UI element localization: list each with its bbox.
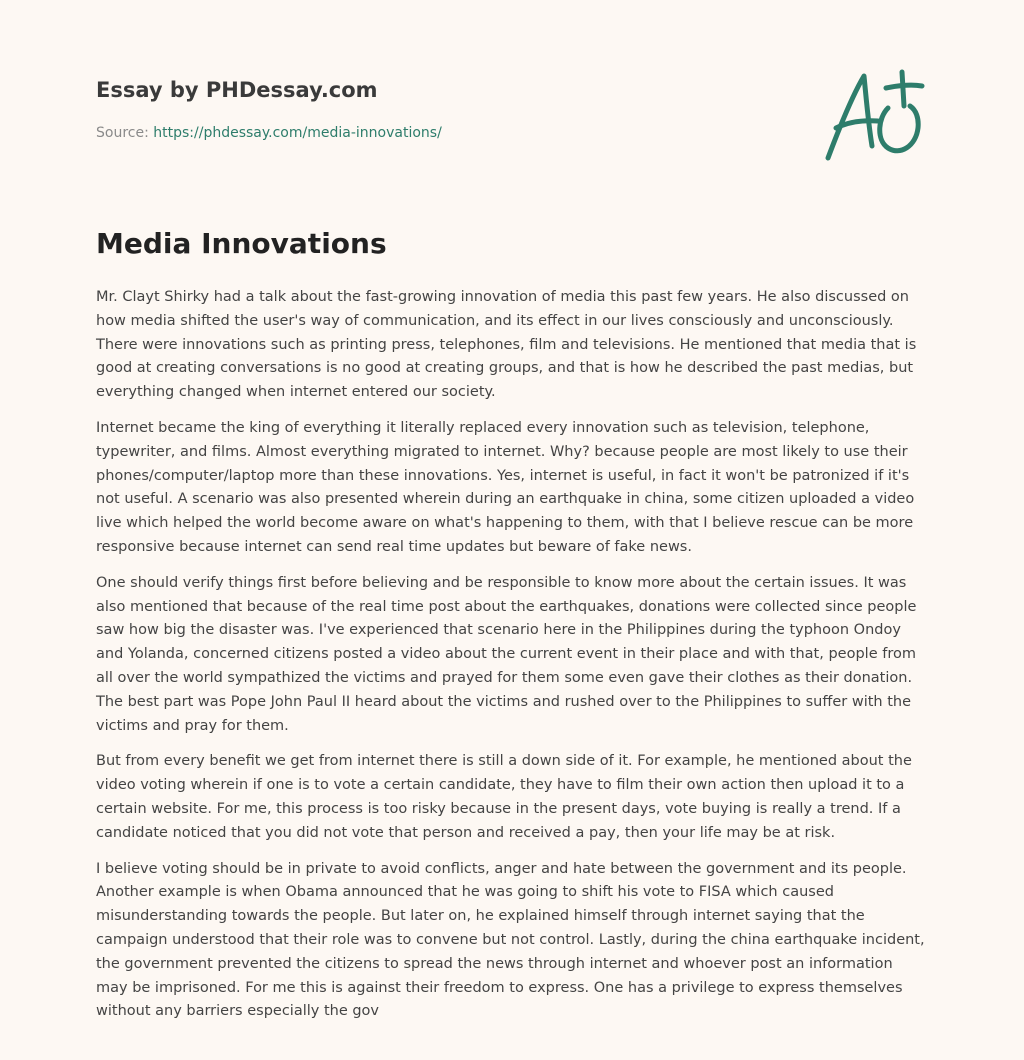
- source-line: [96, 123, 442, 143]
- essay-body: [96, 286, 928, 1036]
- essay-paragraph: One should verify things first before believing and be responsible to know more about the certain issues. It was also mentioned that because of the real time post about the earthquakes, donations were collected since people saw how big the disaster was. I've experienced that scenario here in the Philippines during the typhoon Ondoy and Yolanda, concerned citizens posted a video about the current event in their place and with that, people from all over the world sympathized the victims and prayed for them some even gave their clothes as their donation. The best part was Pope John Paul II heard about the victims and rushed over to the Philippines to suffer with the victims and pray for them.: [96, 574, 917, 734]
- essay-paragraph: But from every benefit we get from internet there is still a down side of it. For example, he mentioned about the video voting wherein if one is to vote a certain candidate, they have to film their own action then upload it to a certain website. For me, this process is too risky because in the present days, vote buying is really a trend. If a candidate noticed that you did not vote that person and received a pay, then your life may be at risk.: [96, 753, 912, 841]
- a-plus-logo-icon: [818, 66, 928, 166]
- essay-paragraph: I believe voting should be in private to avoid conflicts, anger and hate between the government and its people. Another example is when Obama announced that he was going to shift his vote to FISA which caused misunderstanding towards the people. But later on, he explained himself through internet saying that the campaign understood that their role was to convene but not control. Lastly, during the china earthquake incident, the government prevented the citizens to spread the news through internet and whoever post an information may be imprisoned. For me this is against their freedom to express. One has a privilege to express themselves without any barriers especially the gov: [96, 860, 925, 1020]
- essay-paragraph: Internet became the king of everything it literally replaced every innovation such as television, telephone, typewriter, and films. Almost everything migrated to internet. Why? because people are most likely to use their phones/computer/laptop more than these innovations. Yes, internet is useful, in fact it won't be patronized if it's not useful. A scenario was also presented wherein during an earthquake in china, some citizen uploaded a video live which helped the world become aware on what's happening to them, with that I believe rescue can be more responsive because internet can send real time updates but beware of fake news.: [96, 419, 915, 555]
- source-label: Source:: [96, 125, 149, 141]
- source-link[interactable]: https://phdessay.com/media-innovations/: [153, 125, 442, 141]
- brand-title: Essay by PHDessay.com: [96, 78, 378, 102]
- essay-title: Media Innovations: [96, 227, 387, 260]
- essay-paragraph: Mr. Clayt Shirky had a talk about the fast-growing innovation of media this past few years. He also discussed on how media shifted the user's way of communication, and its effect in our lives consciously and unconsciously. There were innovations such as printing press, telephones, film and televisions. He mentioned that media that is good at creating conversations is no good at creating groups, and that is how he described the past medias, but everything changed when internet entered our society.: [96, 289, 917, 401]
